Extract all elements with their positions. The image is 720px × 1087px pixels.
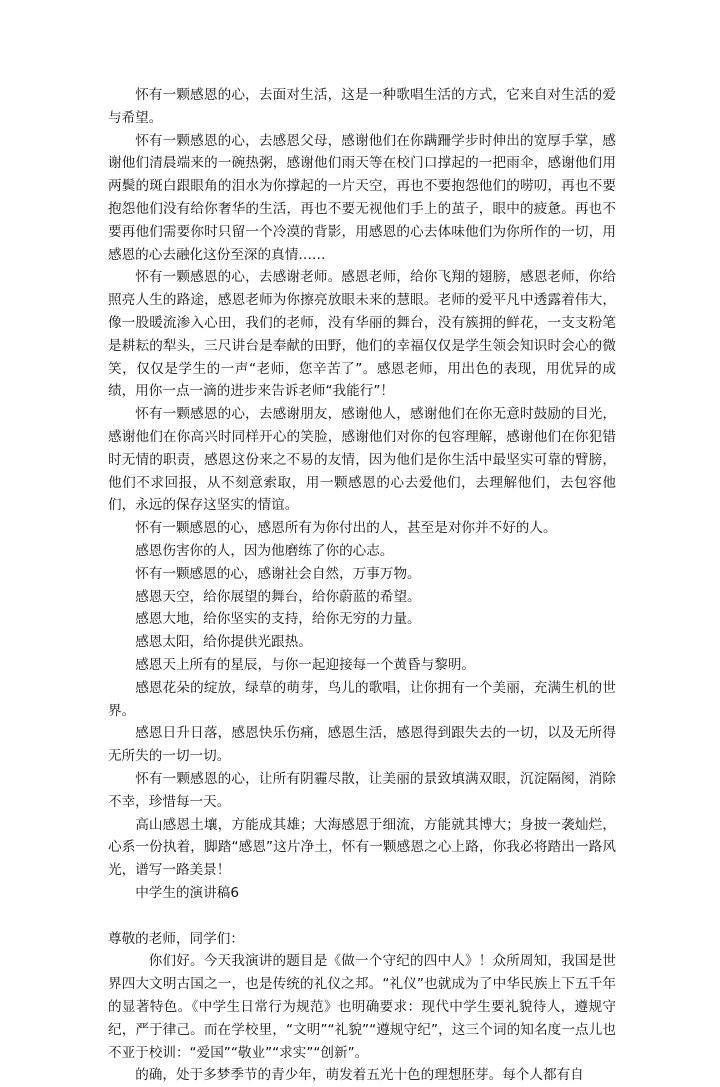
paragraph: 感恩日升日落，感恩快乐伤痛，感恩生活，感恩得到跟失去的一切，以及无所得无所失的一切一切。 <box>108 725 616 765</box>
paragraph: 怀有一颗感恩的心，去面对生活，这是一种歌唱生活的方式，它来自对生活的爱与希望。 <box>108 87 616 126</box>
paragraph: 的确，处于多梦季节的青少年，萌发着五光十色的理想胚芽。每个人都有自 <box>135 1067 584 1084</box>
paragraph: 感恩太阳，给你提供光跟热。 <box>135 634 312 651</box>
paragraph: 感恩天上所有的星辰，与你一起迎接每一个黄昏与黎明。 <box>135 656 476 673</box>
paragraph: 高山感恩土壤，方能成其雄；大海感恩于细流，方能就其博大；身披一袭灿烂，心系一份执着，脚踏“感恩”这片净土，怀有一颗感恩之心上路，你我必将踏出一路风光，谱写一路美景！ <box>108 816 616 879</box>
spacer <box>108 905 616 928</box>
salutation: 尊敬的老师，同学们： <box>108 930 244 947</box>
document-body <box>108 84 616 1087</box>
paragraph: 怀有一颗感恩的心，去感谢朋友，感谢他人，感谢他们在你无意时鼓励的目光，感谢他们在你高兴时同样开心的笑脸，感谢他们对你的包容理解，感谢他们在你犯错时无情的职责，感恩这份来之不易的友情，因为他们是你生活中最坚实可靠的臂膀，他们不求回报，从不刻意索取，用一颗感恩的心去爱他们，去理解他们，去包容他们，永远的保存这坚实的情谊。 <box>108 406 616 514</box>
paragraph: 怀有一颗感恩的心，去感谢老师。感恩老师，给你飞翔的翅膀，感恩老师，你给照亮人生的路途，感恩老师为你擦亮放眼未来的慧眼。老师的爱平凡中透露着伟大，像一股暖流渗入心田，我们的老师，没有华丽的舞台，没有簇拥的鲜花，一支支粉笔是耕耘的犁头，三尺讲台是奉献的田野，他们的幸福仅仅是学生领会知识时会心的微笑，仅仅是学生的一声“老师，您辛苦了”。感恩老师，用出色的表现，用优异的成绩，用你一点一滴的进步来告诉老师“我能行”！ <box>108 269 616 400</box>
paragraph: 怀有一颗感恩的心，感谢社会自然，万事万物。 <box>135 565 421 582</box>
paragraph: 你们好。今天我演讲的题目是《做一个守纪的四中人》！众所周知，我国是世界四大文明古国之一，也是传统的礼仪之邦。“礼仪”也就成为了中华民族上下五千年的显著特色。《中学生日常行为规范》也明确要求：现代中学生要礼貌待人，遵规守纪，严于律己。而在学校里，“文明”“礼貌”“遵规守纪”，这三个词的知名度一点儿也不亚于校训：“爱国”“敬业”“求实”“创新”。 <box>108 953 616 1061</box>
section-heading: 中学生的演讲稿6 <box>135 884 239 901</box>
paragraph: 怀有一颗感恩的心，去感恩父母，感谢他们在你蹒跚学步时伸出的宽厚手掌，感谢他们清晨端来的一碗热粥，感谢他们雨天等在校门口撑起的一把雨伞，感谢他们用两鬓的斑白跟眼角的泪水为你撑起的一片天空，再也不要抱怨他们的唠叨，再也不要抱怨他们没有给你奢华的生活，再也不要无视他们手上的茧子，眼中的疲惫。再也不要再他们需要你时只留一个冷漠的背影，用感恩的心去体味他们为你所作的一切，用感恩的心去融化这份至深的真情…… <box>108 132 616 263</box>
paragraph: 感恩花朵的绽放，绿草的萌芽，鸟儿的歌唱，让你拥有一个美丽，充满生机的世界。 <box>108 679 616 719</box>
paragraph: 怀有一颗感恩的心，让所有阴霾尽散，让美丽的景致填满双眼，沉淀隔阂，消除不幸，珍惜每一天。 <box>108 770 616 810</box>
paragraph: 感恩大地，给你坚实的支持，给你无穷的力量。 <box>135 611 421 628</box>
paragraph: 感恩伤害你的人，因为他磨练了你的心志。 <box>135 542 394 559</box>
paragraph: 怀有一颗感恩的心，感恩所有为你付出的人，甚至是对你并不好的人。 <box>135 520 557 537</box>
paragraph: 感恩天空，给你展望的舞台，给你蔚蓝的希望。 <box>135 588 421 605</box>
